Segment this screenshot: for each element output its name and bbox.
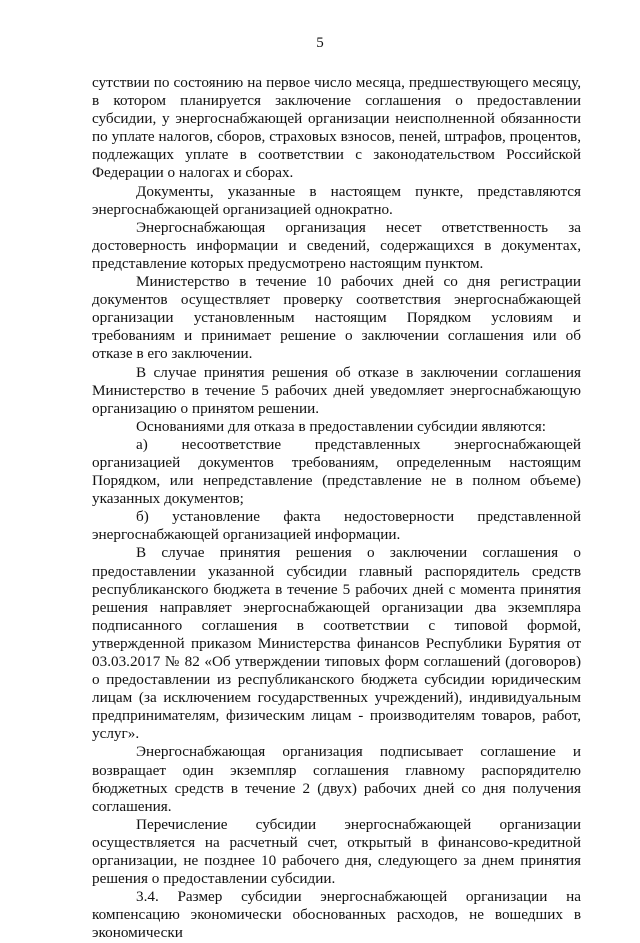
paragraph-documents-once: Документы, указанные в настоящем пункте, представляются энергоснабжающей организацией однократно. <box>92 182 581 218</box>
paragraph-subsidy-transfer: Перечисление субсидии энергоснабжающей организации осуществляется на расчетный счет, открытый в финансово-кредитной организации, не позднее 10 рабочего дня, следующего за днем принятия решения о предоставлении субсидии. <box>92 815 581 888</box>
paragraph-responsibility: Энергоснабжающая организация несет ответственность за достоверность информации и сведений, содержащихся в документах, представление которых предусмотрено настоящим пунктом. <box>92 218 581 272</box>
page-number: 5 <box>316 35 324 51</box>
list-item-b: б) установление факта недостоверности представленной энергоснабжающей организацией информации. <box>92 508 581 544</box>
paragraph-refusal-grounds: Основаниями для отказа в предоставлении субсидии являются: <box>136 417 546 435</box>
paragraph-section-3-4: 3.4. Размер субсидии энергоснабжающей организации на компенсацию экономически обоснованных расходов, не вошедших в экономически <box>92 888 581 942</box>
list-item-a: а) несоответствие представленных энергоснабжающей организацией документов требованиям, определенным настоящим Порядком, или непредставление (представление не в полном объеме) указанных документов; <box>92 435 581 508</box>
paragraph-agreement-signing: Энергоснабжающая организация подписывает соглашение и возвращает один экземпляр соглашения главному распорядителю бюджетных средств в течение 2 (двух) рабочих дней со дня получения соглашения. <box>92 743 581 815</box>
paragraph-continuation: сутствии по состоянию на первое число месяца, предшествующего месяцу, в котором планируется заключение соглашения о предоставлении субсидии, у энергоснабжающей организации неисполненной обязанности по уплате налогов, сборов, страховых взносов, пеней, штрафов, процентов, подлежащих уплате в соответствии с законодательством Российской Федерации о налогах и сборах. <box>92 74 581 182</box>
paragraph-refusal-notice: В случае принятия решения об отказе в заключении соглашения Министерство в течение 5 рабочих дней уведомляет энергоснабжающую организацию о принятом решении. <box>92 363 581 417</box>
paragraph-ministry-check: Министерство в течение 10 рабочих дней со дня регистрации документов осуществляет проверку соответствия энергоснабжающей организации установленным настоящим Порядком условиям и требованиям и принимает решение о заключении соглашения или об отказе в его заключении. <box>92 273 581 363</box>
document-body <box>92 74 581 943</box>
paragraph-agreement-decision: В случае принятия решения о заключении соглашения о предоставлении указанной субсидии главный распорядитель средств республиканского бюджета в течение 5 рабочих дней с момента принятия решения направляет энергоснабжающей организации два экземпляра подписанного соглашения в соответствии с типовой формой, утвержденной приказом Министерства финансов Республики Бурятия от 03.03.2017 № 82 «Об утверждении типовых форм соглашений (договоров) о предоставлении из республиканского бюджета субсидии юридическим лицам (за исключением государственных учреждений), индивидуальным предпринимателям, физическим лицам - производителям товаров, работ, услуг». <box>92 544 581 743</box>
